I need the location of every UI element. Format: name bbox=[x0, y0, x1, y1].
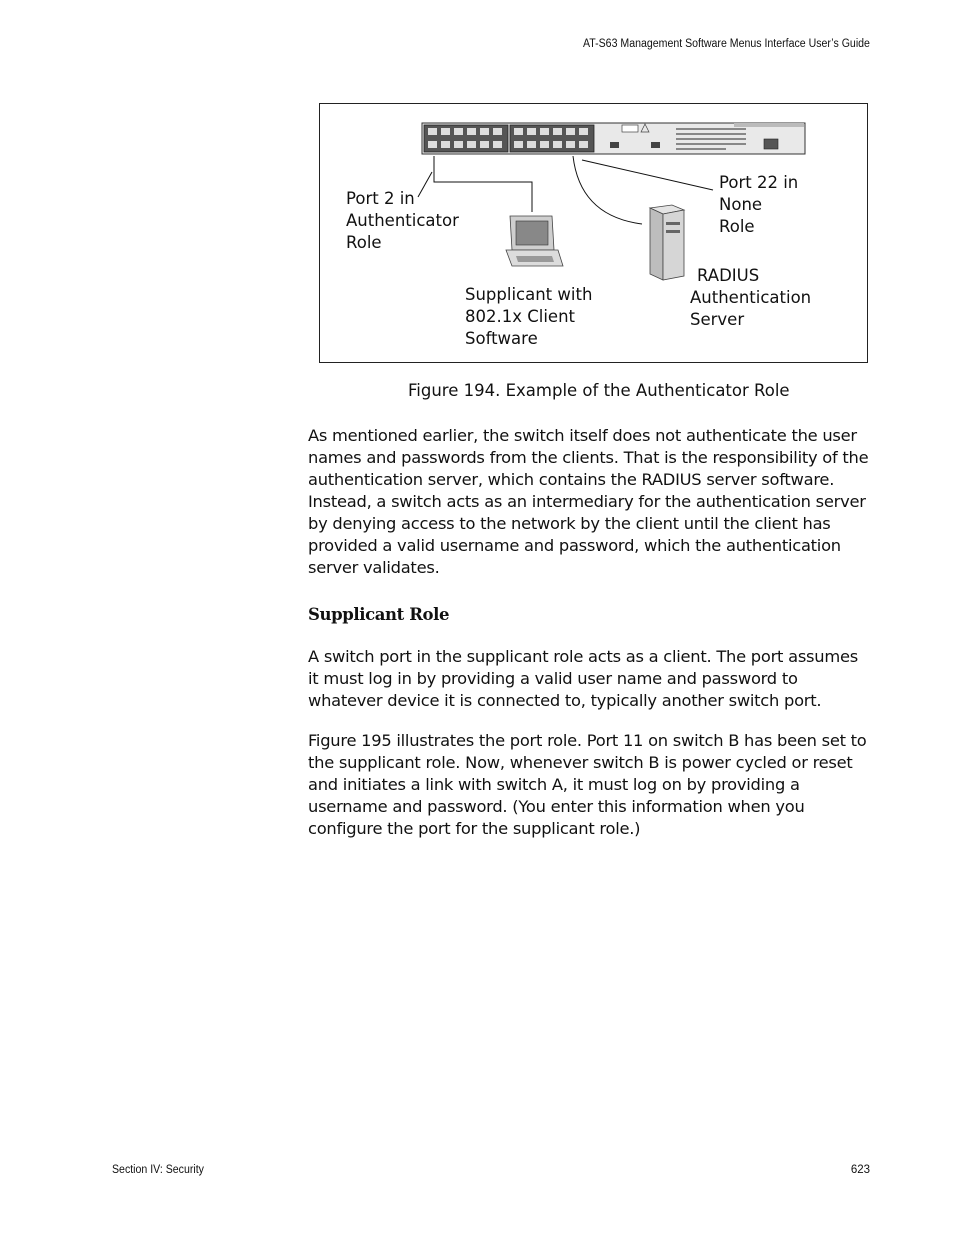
switch-illustration bbox=[422, 123, 805, 154]
supplicant-label: Supplicant with 802.1x Client Software bbox=[465, 285, 593, 348]
paragraph-figure-195: Figure 195 illustrates the port role. Port 11 on switch B has been set to the supplicant role. Now, whenever switch B is power cycled or reset and initiates a link with switch A, it must log on by providing a username and password. (You enter this information when you configure the port for the supplicant role.) bbox=[308, 731, 867, 838]
figure-caption: Figure 194. Example of the Authenticator Role bbox=[408, 381, 790, 400]
paragraph-authentication-intro: As mentioned earlier, the switch itself does not authenticate the user names and passwords from the clients. That is the responsibility of the authentication server, which contains the RADIUS server software. Instead, a switch acts as an intermediary for the authentication server by denying access to the network by the client until the client has provided a valid username and password, which the authentication server validates. bbox=[308, 426, 869, 577]
figure-authenticator-role bbox=[319, 103, 868, 363]
page-number: 623 bbox=[850, 1164, 870, 1176]
running-header: AT-S63 Management Software Menus Interface User’s Guide bbox=[583, 38, 870, 50]
port22-label: Port 22 in None Role bbox=[719, 173, 799, 236]
computer-icon bbox=[506, 216, 563, 266]
section-heading-supplicant-role: Supplicant Role bbox=[308, 605, 450, 624]
radius-server-label: RADIUS Authentication Server bbox=[690, 266, 812, 329]
paragraph-supplicant-definition: A switch port in the supplicant role acts as a client. The port assumes it must log in by providing a valid user name and password to whatever device it is connected to, typically another switch port. bbox=[308, 647, 858, 710]
server-icon bbox=[650, 205, 684, 280]
footer-section: Section IV: Security bbox=[112, 1164, 204, 1176]
port2-label: Port 2 in Authenticator Role bbox=[346, 189, 459, 252]
